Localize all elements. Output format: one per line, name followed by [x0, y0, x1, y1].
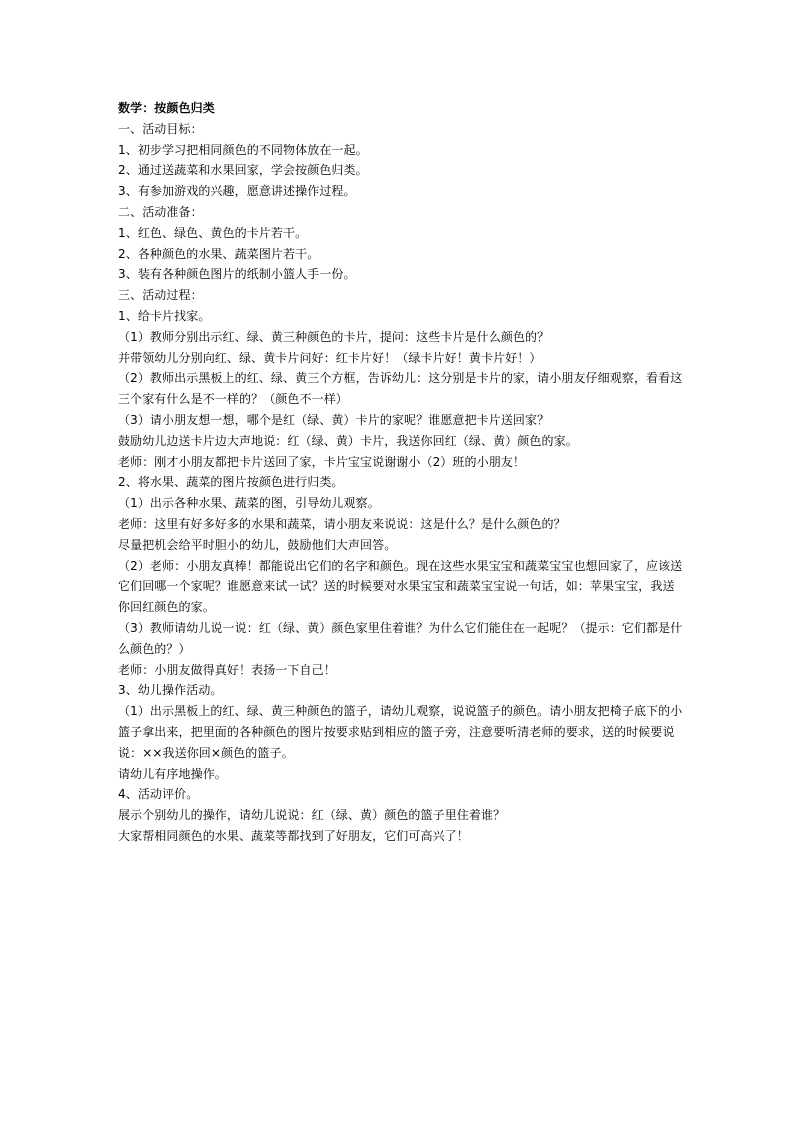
text-line: 1、给卡片找家。 [118, 308, 211, 323]
text-line: 3、幼儿操作活动。 [118, 683, 223, 698]
text-line: 大家帮相同颜色的水果、蔬菜等都找到了好朋友，它们可高兴了！ [118, 828, 469, 843]
text-line: 尽量把机会给平时胆小的幼儿，鼓励他们大声回答。 [118, 537, 397, 552]
text-line: 请幼儿有序地操作。 [118, 766, 227, 781]
section-heading: 三、活动过程： [118, 288, 203, 303]
text-line: （1）出示各种水果、蔬菜的图，引导幼儿观察。 [118, 496, 380, 511]
document-title: 数学：按颜色归类 [118, 101, 215, 115]
text-line: 3、装有各种颜色图片的纸制小篮人手一份。 [118, 267, 356, 282]
text-line: 老师：小朋友做得真好！表扬一下自己！ [118, 662, 336, 677]
text-line: 它们回哪一个家呢？谁愿意来试一试？送的时候要对水果宝宝和蔬菜宝宝说一句话，如：苹果宝宝，我送 [118, 579, 675, 594]
text-line: 4、活动评价。 [118, 787, 199, 802]
text-line: 2、各种颜色的水果、蔬菜图片若干。 [118, 246, 320, 261]
text-line: （3）教师请幼儿说一说：红（绿、黄）颜色家里住着谁？为什么它们能住在一起呢？（提示：它们都是什 [118, 620, 683, 635]
text-line: 3、有参加游戏的兴趣，愿意讲述操作过程。 [118, 184, 356, 199]
text-line: 并带领幼儿分别向红、绿、黄卡片问好：红卡片好！（绿卡片好！黄卡片好！） [118, 350, 542, 365]
text-line: （2）教师出示黑板上的红、绿、黄三个方框，告诉幼儿：这分别是卡片的家，请小朋友仔细观察，看看这 [118, 371, 683, 386]
section-heading: 一、活动目标： [118, 121, 203, 136]
text-line: 2、通过送蔬菜和水果回家，学会按颜色归类。 [118, 163, 368, 178]
text-line: 篮子拿出来，把里面的各种颜色的图片按要求贴到相应的篮子旁，注意要听清老师的要求，送的时候要说 [118, 724, 675, 739]
text-line: （1）出示黑板上的红、绿、黄三种颜色的篮子，请幼儿观察，说说篮子的颜色。请小朋友把椅子底下的小 [118, 704, 683, 719]
text-line: 你回红颜色的家。 [118, 600, 215, 615]
text-line: （3）请小朋友想一想，哪个是红（绿、黄）卡片的家呢？谁愿意把卡片送回家？ [118, 412, 550, 427]
text-line: 鼓励幼儿边送卡片边大声地说：红（绿、黄）卡片，我送你回红（绿、黄）颜色的家。 [118, 433, 578, 448]
text-line: 1、初步学习把相同颜色的不同物体放在一起。 [118, 142, 368, 157]
text-line: 说：××我送你回×颜色的篮子。 [118, 745, 294, 760]
section-heading: 二、活动准备： [118, 204, 203, 219]
text-line: 1、红色、绿色、黄色的卡片若干。 [118, 225, 308, 240]
document-body [118, 98, 683, 847]
text-line: 2、将水果、蔬菜的图片按颜色进行归类。 [118, 475, 344, 490]
text-line: 老师：刚才小朋友都把卡片送回了家，卡片宝宝说谢谢小（2）班的小朋友！ [118, 454, 526, 469]
text-line: 展示个别幼儿的操作，请幼儿说说：红（绿、黄）颜色的篮子里住着谁？ [118, 808, 506, 823]
text-line: （1）教师分别出示红、绿、黄三种颜色的卡片，提问：这些卡片是什么颜色的？ [118, 329, 550, 344]
text-line: 么颜色的？） [118, 641, 191, 656]
text-line: （2）老师：小朋友真棒！都能说出它们的名字和颜色。现在这些水果宝宝和蔬菜宝宝也想回家了，应该送 [118, 558, 683, 573]
text-line: 老师：这里有好多好多的水果和蔬菜，请小朋友来说说：这是什么？是什么颜色的？ [118, 516, 566, 531]
text-line: 三个家有什么是不一样的？（颜色不一样） [118, 392, 348, 407]
